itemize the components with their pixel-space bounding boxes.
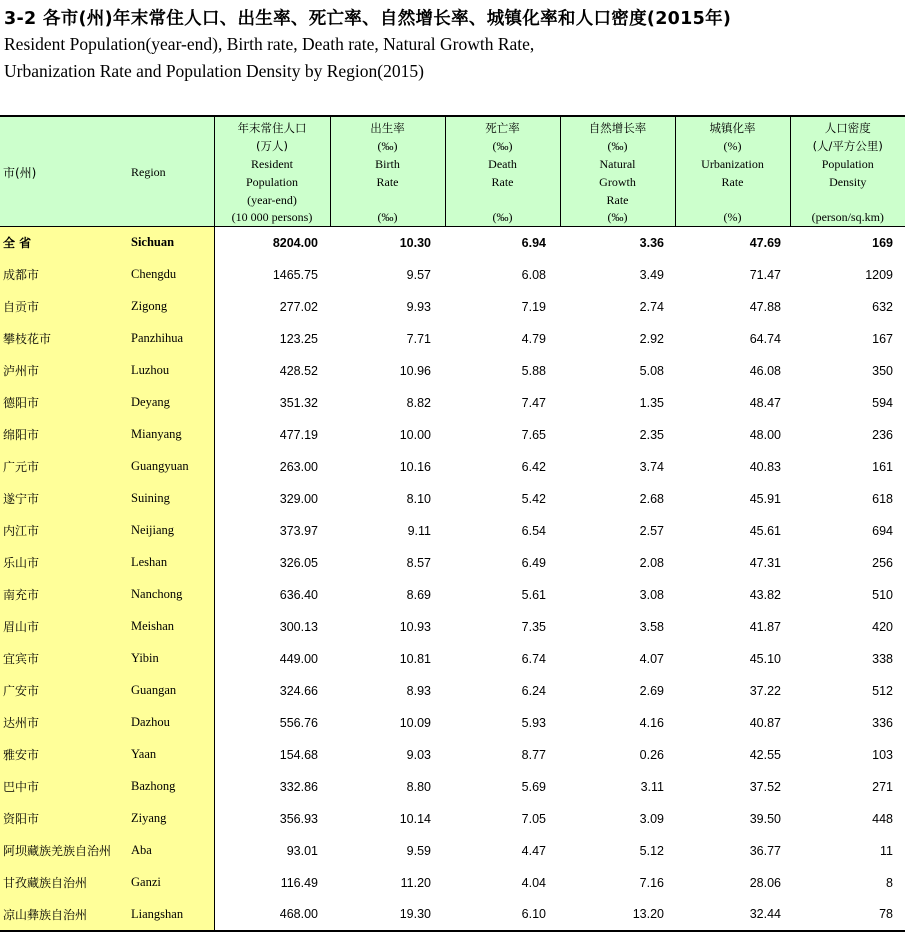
cell-density: 448	[872, 811, 893, 826]
cell-population: 263.00	[214, 451, 330, 483]
table-row	[0, 227, 905, 259]
cell-growth-rate: 2.92	[639, 331, 664, 346]
cell-density: 512	[872, 683, 893, 698]
cell-birth-rate: 9.93	[406, 299, 431, 314]
cell-population: 356.93	[214, 803, 330, 835]
cell-birth-rate: 10.00	[399, 427, 431, 442]
cell-city-zh: 广安市	[0, 675, 129, 707]
cell-birth-rate: 8.69	[406, 587, 431, 602]
cell-city-zh: 巴中市	[0, 771, 129, 803]
cell-birth-rate: 10.96	[399, 363, 431, 378]
cell-urbanization-rate: 39.50	[749, 811, 781, 826]
cell-urbanization-rate: 47.31	[749, 555, 781, 570]
cell-death-rate: 7.35	[521, 619, 546, 634]
cell-region-en: Deyang	[129, 387, 214, 419]
cell-growth-rate: 3.09	[639, 811, 664, 826]
cell-region-en: Yibin	[129, 643, 214, 675]
cell-population: 93.01	[214, 835, 330, 867]
cell-urbanization-rate: 71.47	[749, 267, 781, 282]
cell-city-zh: 全 省	[0, 227, 129, 259]
header-birth-rate: 出生率 (‰) Birth Rate (‰)	[330, 116, 445, 227]
table-row	[0, 579, 905, 611]
cell-city-zh: 乐山市	[0, 547, 129, 579]
cell-urbanization-rate: 37.52	[749, 779, 781, 794]
header-natural-growth-rate: 自然增长率 (‰) Natural Growth Rate (‰)	[560, 116, 675, 227]
table-row	[0, 739, 905, 771]
cell-region-en: Luzhou	[129, 355, 214, 387]
header-death-rate: 死亡率 (‰) Death Rate (‰)	[445, 116, 560, 227]
cell-death-rate: 4.04	[521, 875, 546, 890]
cell-city-zh: 攀枝花市	[0, 323, 129, 355]
cell-birth-rate: 10.14	[399, 811, 431, 826]
table-row	[0, 291, 905, 323]
cell-growth-rate: 0.26	[639, 747, 664, 762]
cell-city-zh: 阿坝藏族羌族自治州	[0, 835, 129, 867]
cell-urbanization-rate: 42.55	[749, 747, 781, 762]
cell-region-en: Dazhou	[129, 707, 214, 739]
header-population: 年末常住人口 (万人) Resident Population (year-end) (10 000 persons)	[214, 116, 330, 227]
cell-birth-rate: 9.57	[406, 267, 431, 282]
cell-growth-rate: 5.12	[639, 843, 664, 858]
cell-urbanization-rate: 28.06	[749, 875, 781, 890]
cell-density: 236	[872, 427, 893, 442]
cell-urbanization-rate: 48.47	[749, 395, 781, 410]
cell-city-zh: 达州市	[0, 707, 129, 739]
cell-population: 1465.75	[214, 259, 330, 291]
cell-population: 123.25	[214, 323, 330, 355]
cell-city-zh: 德阳市	[0, 387, 129, 419]
cell-region-en: Guangyuan	[129, 451, 214, 483]
cell-death-rate: 7.65	[521, 427, 546, 442]
cell-density: 256	[872, 555, 893, 570]
cell-death-rate: 6.74	[521, 651, 546, 666]
cell-density: 167	[872, 331, 893, 346]
cell-growth-rate: 4.16	[639, 715, 664, 730]
cell-region-en: Nanchong	[129, 579, 214, 611]
cell-birth-rate: 11.20	[400, 875, 431, 890]
cell-growth-rate: 2.69	[639, 683, 664, 698]
cell-region-en: Panzhihua	[129, 323, 214, 355]
cell-region-en: Suining	[129, 483, 214, 515]
cell-density: 618	[872, 491, 893, 506]
cell-birth-rate: 19.30	[330, 899, 445, 931]
cell-region-en: Bazhong	[129, 771, 214, 803]
cell-density: 169	[872, 235, 893, 250]
cell-density: 8	[886, 875, 893, 890]
cell-population: 351.32	[214, 387, 330, 419]
cell-density: 350	[872, 363, 893, 378]
cell-death-rate: 6.49	[521, 555, 546, 570]
table-row	[0, 259, 905, 291]
cell-density: 510	[872, 587, 893, 602]
cell-growth-rate: 2.68	[639, 491, 664, 506]
cell-death-rate: 6.24	[521, 683, 546, 698]
cell-city-zh: 自贡市	[0, 291, 129, 323]
cell-population: 277.02	[214, 291, 330, 323]
cell-city-zh: 宜宾市	[0, 643, 129, 675]
cell-density: 1209	[865, 267, 893, 282]
table-row	[0, 323, 905, 355]
cell-growth-rate: 1.35	[639, 395, 664, 410]
cell-density: 632	[872, 299, 893, 314]
cell-density: 420	[872, 619, 893, 634]
cell-growth-rate: 3.58	[639, 619, 664, 634]
header-row	[0, 116, 905, 227]
cell-death-rate: 4.47	[521, 843, 546, 858]
cell-region-en: Chengdu	[129, 259, 214, 291]
cell-birth-rate: 10.30	[399, 235, 431, 250]
table-title-en-line2: Urbanization Rate and Population Density by Region(2015)	[4, 61, 424, 81]
cell-growth-rate: 3.08	[639, 587, 664, 602]
cell-urbanization-rate: 47.69	[749, 235, 781, 250]
cell-death-rate: 5.88	[521, 363, 546, 378]
cell-death-rate: 6.54	[521, 523, 546, 538]
cell-growth-rate: 5.08	[639, 363, 664, 378]
cell-growth-rate: 2.57	[639, 523, 664, 538]
cell-death-rate: 6.10	[445, 899, 560, 931]
cell-density: 694	[872, 523, 893, 538]
cell-growth-rate: 7.16	[639, 875, 664, 890]
cell-density: 336	[872, 715, 893, 730]
cell-population: 449.00	[214, 643, 330, 675]
cell-death-rate: 6.94	[521, 235, 546, 250]
cell-region-en: Yaan	[129, 739, 214, 771]
table-row	[0, 643, 905, 675]
cell-region-en: Liangshan	[129, 899, 214, 931]
table-row	[0, 483, 905, 515]
cell-city-zh: 广元市	[0, 451, 129, 483]
cell-region-en: Aba	[129, 835, 214, 867]
table-row	[0, 835, 905, 867]
table-row	[0, 515, 905, 547]
cell-growth-rate: 2.08	[639, 555, 664, 570]
cell-growth-rate: 2.35	[639, 427, 664, 442]
cell-density: 103	[872, 747, 893, 762]
table-row	[0, 707, 905, 739]
table-body	[0, 227, 905, 931]
header-region-en: Region	[129, 116, 214, 227]
cell-city-zh: 泸州市	[0, 355, 129, 387]
population-table	[0, 115, 905, 932]
cell-density: 11	[880, 843, 893, 858]
table-row	[0, 387, 905, 419]
cell-death-rate: 5.93	[521, 715, 546, 730]
header-city-zh: 市(州)	[0, 116, 129, 227]
cell-urbanization-rate: 46.08	[749, 363, 781, 378]
cell-urbanization-rate: 40.87	[749, 715, 781, 730]
cell-birth-rate: 8.80	[406, 779, 431, 794]
cell-growth-rate: 3.74	[639, 459, 664, 474]
cell-urbanization-rate: 40.83	[749, 459, 781, 474]
table-row	[0, 419, 905, 451]
cell-region-en: Mianyang	[129, 419, 214, 451]
cell-urbanization-rate: 45.61	[749, 523, 781, 538]
cell-city-zh: 资阳市	[0, 803, 129, 835]
cell-city-zh: 甘孜藏族自治州	[0, 867, 129, 899]
cell-density: 338	[872, 651, 893, 666]
cell-city-zh: 内江市	[0, 515, 129, 547]
cell-urbanization-rate: 36.77	[749, 843, 781, 858]
cell-urbanization-rate: 48.00	[749, 427, 781, 442]
cell-population: 116.49	[214, 867, 330, 899]
cell-growth-rate: 3.49	[639, 267, 664, 282]
table-row	[0, 675, 905, 707]
cell-death-rate: 7.19	[521, 299, 546, 314]
cell-city-zh: 遂宁市	[0, 483, 129, 515]
cell-density: 78	[790, 899, 905, 931]
cell-death-rate: 5.61	[521, 587, 546, 602]
cell-birth-rate: 10.16	[399, 459, 431, 474]
cell-birth-rate: 8.57	[406, 555, 431, 570]
table-row	[0, 803, 905, 835]
cell-death-rate: 5.69	[521, 779, 546, 794]
cell-region-en: Sichuan	[129, 227, 214, 259]
cell-urbanization-rate: 37.22	[749, 683, 781, 698]
cell-region-en: Leshan	[129, 547, 214, 579]
cell-density: 161	[872, 459, 893, 474]
cell-death-rate: 7.05	[521, 811, 546, 826]
cell-growth-rate: 3.11	[640, 779, 664, 794]
table-row	[0, 899, 905, 931]
cell-birth-rate: 10.09	[399, 715, 431, 730]
cell-growth-rate: 13.20	[560, 899, 675, 931]
cell-city-zh: 南充市	[0, 579, 129, 611]
cell-city-zh: 凉山彝族自治州	[0, 899, 129, 931]
cell-birth-rate: 10.93	[399, 619, 431, 634]
cell-birth-rate: 9.11	[407, 523, 431, 538]
cell-population: 373.97	[214, 515, 330, 547]
cell-region-en: Ziyang	[129, 803, 214, 835]
cell-population: 636.40	[214, 579, 330, 611]
cell-region-en: Meishan	[129, 611, 214, 643]
cell-death-rate: 5.42	[521, 491, 546, 506]
cell-urbanization-rate: 45.91	[749, 491, 781, 506]
cell-region-en: Guangan	[129, 675, 214, 707]
cell-urbanization-rate: 64.74	[749, 331, 781, 346]
cell-population: 468.00	[214, 899, 330, 931]
cell-urbanization-rate: 47.88	[749, 299, 781, 314]
table-row	[0, 547, 905, 579]
cell-death-rate: 4.79	[521, 331, 546, 346]
cell-death-rate: 8.77	[521, 747, 546, 762]
cell-birth-rate: 9.03	[406, 747, 431, 762]
cell-city-zh: 雅安市	[0, 739, 129, 771]
cell-region-en: Ganzi	[129, 867, 214, 899]
cell-growth-rate: 2.74	[639, 299, 664, 314]
table-title-zh: 3-2 各市(州)年末常住人口、出生率、死亡率、自然增长率、城镇化率和人口密度(2015年)	[4, 9, 732, 29]
cell-population: 324.66	[214, 675, 330, 707]
table-row	[0, 867, 905, 899]
cell-population: 300.13	[214, 611, 330, 643]
cell-death-rate: 6.42	[521, 459, 546, 474]
cell-population: 8204.00	[214, 227, 330, 259]
cell-population: 477.19	[214, 419, 330, 451]
cell-city-zh: 成都市	[0, 259, 129, 291]
cell-region-en: Zigong	[129, 291, 214, 323]
table-row	[0, 355, 905, 387]
cell-density: 594	[872, 395, 893, 410]
cell-urbanization-rate: 45.10	[749, 651, 781, 666]
cell-urbanization-rate: 43.82	[749, 587, 781, 602]
cell-population: 154.68	[214, 739, 330, 771]
cell-population: 428.52	[214, 355, 330, 387]
cell-birth-rate: 10.81	[399, 651, 431, 666]
table-title-en-line1: Resident Population(year-end), Birth rate, Death rate, Natural Growth Rate,	[4, 34, 535, 54]
cell-population: 556.76	[214, 707, 330, 739]
cell-urbanization-rate: 32.44	[675, 899, 790, 931]
table-row	[0, 451, 905, 483]
cell-death-rate: 7.47	[521, 395, 546, 410]
cell-urbanization-rate: 41.87	[749, 619, 781, 634]
cell-density: 271	[872, 779, 893, 794]
cell-population: 329.00	[214, 483, 330, 515]
cell-birth-rate: 8.82	[406, 395, 431, 410]
cell-birth-rate: 9.59	[406, 843, 431, 858]
table-row	[0, 611, 905, 643]
cell-growth-rate: 3.36	[639, 235, 664, 250]
cell-region-en: Neijiang	[129, 515, 214, 547]
header-urbanization-rate: 城镇化率 (%) Urbanization Rate (%)	[675, 116, 790, 227]
table-row	[0, 771, 905, 803]
cell-birth-rate: 8.10	[406, 491, 431, 506]
cell-city-zh: 绵阳市	[0, 419, 129, 451]
cell-birth-rate: 7.71	[406, 331, 431, 346]
cell-death-rate: 6.08	[521, 267, 546, 282]
header-population-density: 人口密度 (人/平方公里) Population Density (person/sq.km)	[790, 116, 905, 227]
cell-population: 326.05	[214, 547, 330, 579]
cell-population: 332.86	[214, 771, 330, 803]
cell-birth-rate: 8.93	[406, 683, 431, 698]
cell-growth-rate: 4.07	[639, 651, 664, 666]
cell-city-zh: 眉山市	[0, 611, 129, 643]
